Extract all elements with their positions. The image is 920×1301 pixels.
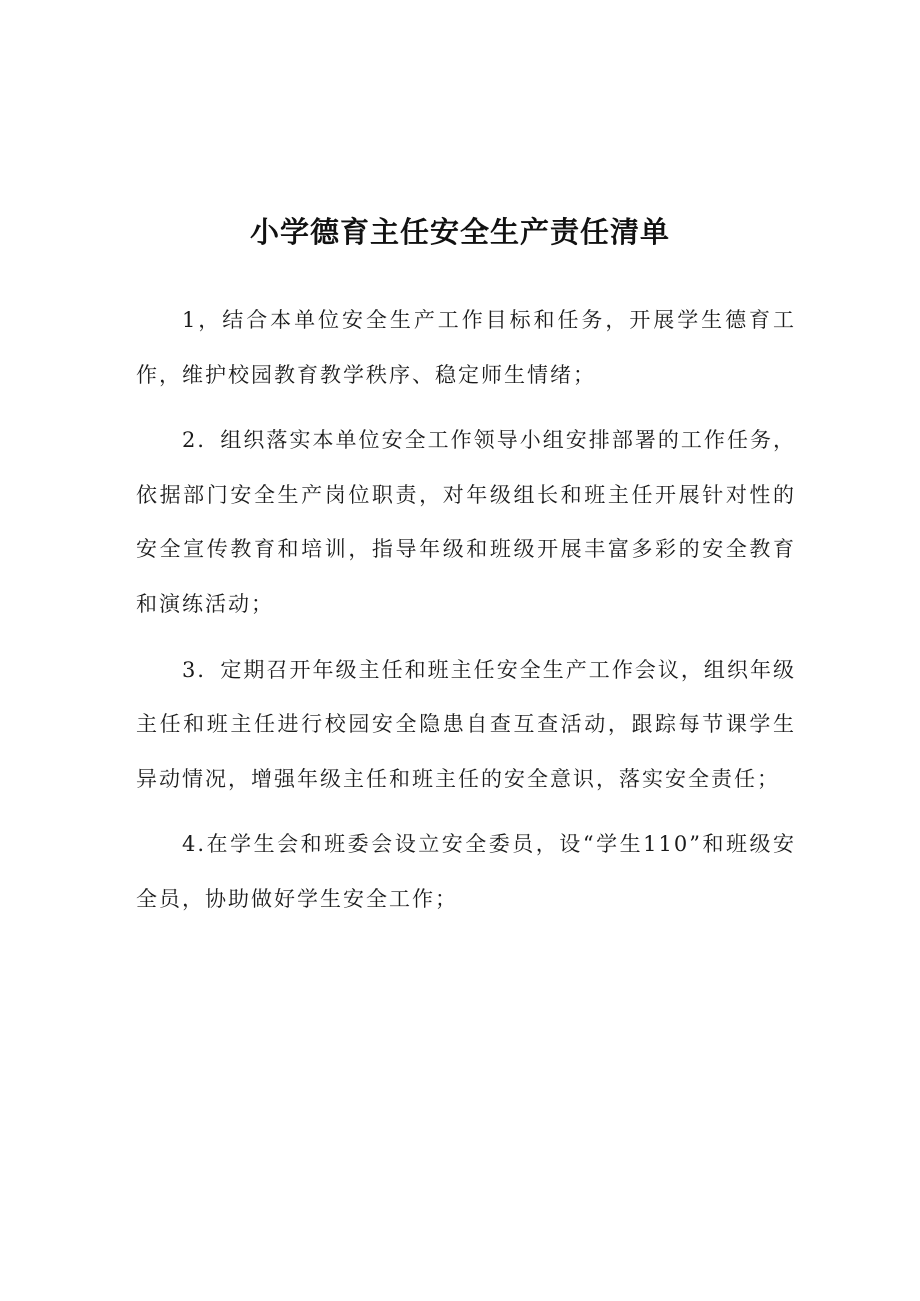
paragraph-1: 1，结合本单位安全生产工作目标和任务，开展学生德育工作，维护校园教育教学秩序、稳定师生情绪； [136,308,796,387]
paragraph-3: 3．定期召开年级主任和班主任安全生产工作会议，组织年级主任和班主任进行校园安全隐患自查互查活动，跟踪每节课学生异动情况，增强年级主任和班主任的安全意识，落实安全责任； [136,657,796,791]
paragraph-2: 2．组织落实本单位安全工作领导小组安排部署的工作任务，依据部门安全生产岗位职责，对年级组长和班主任开展针对性的安全宣传教育和培训，指导年级和班级开展丰富多彩的安全教育和演练活动； [136,428,796,616]
document-body [136,293,796,938]
document-title: 小学德育主任安全生产责任清单 [249,215,670,249]
paragraph-4: 4.在学生会和班委会设立安全委员，设“学生110”和班级安全员，协助做好学生安全工作； [136,832,796,911]
